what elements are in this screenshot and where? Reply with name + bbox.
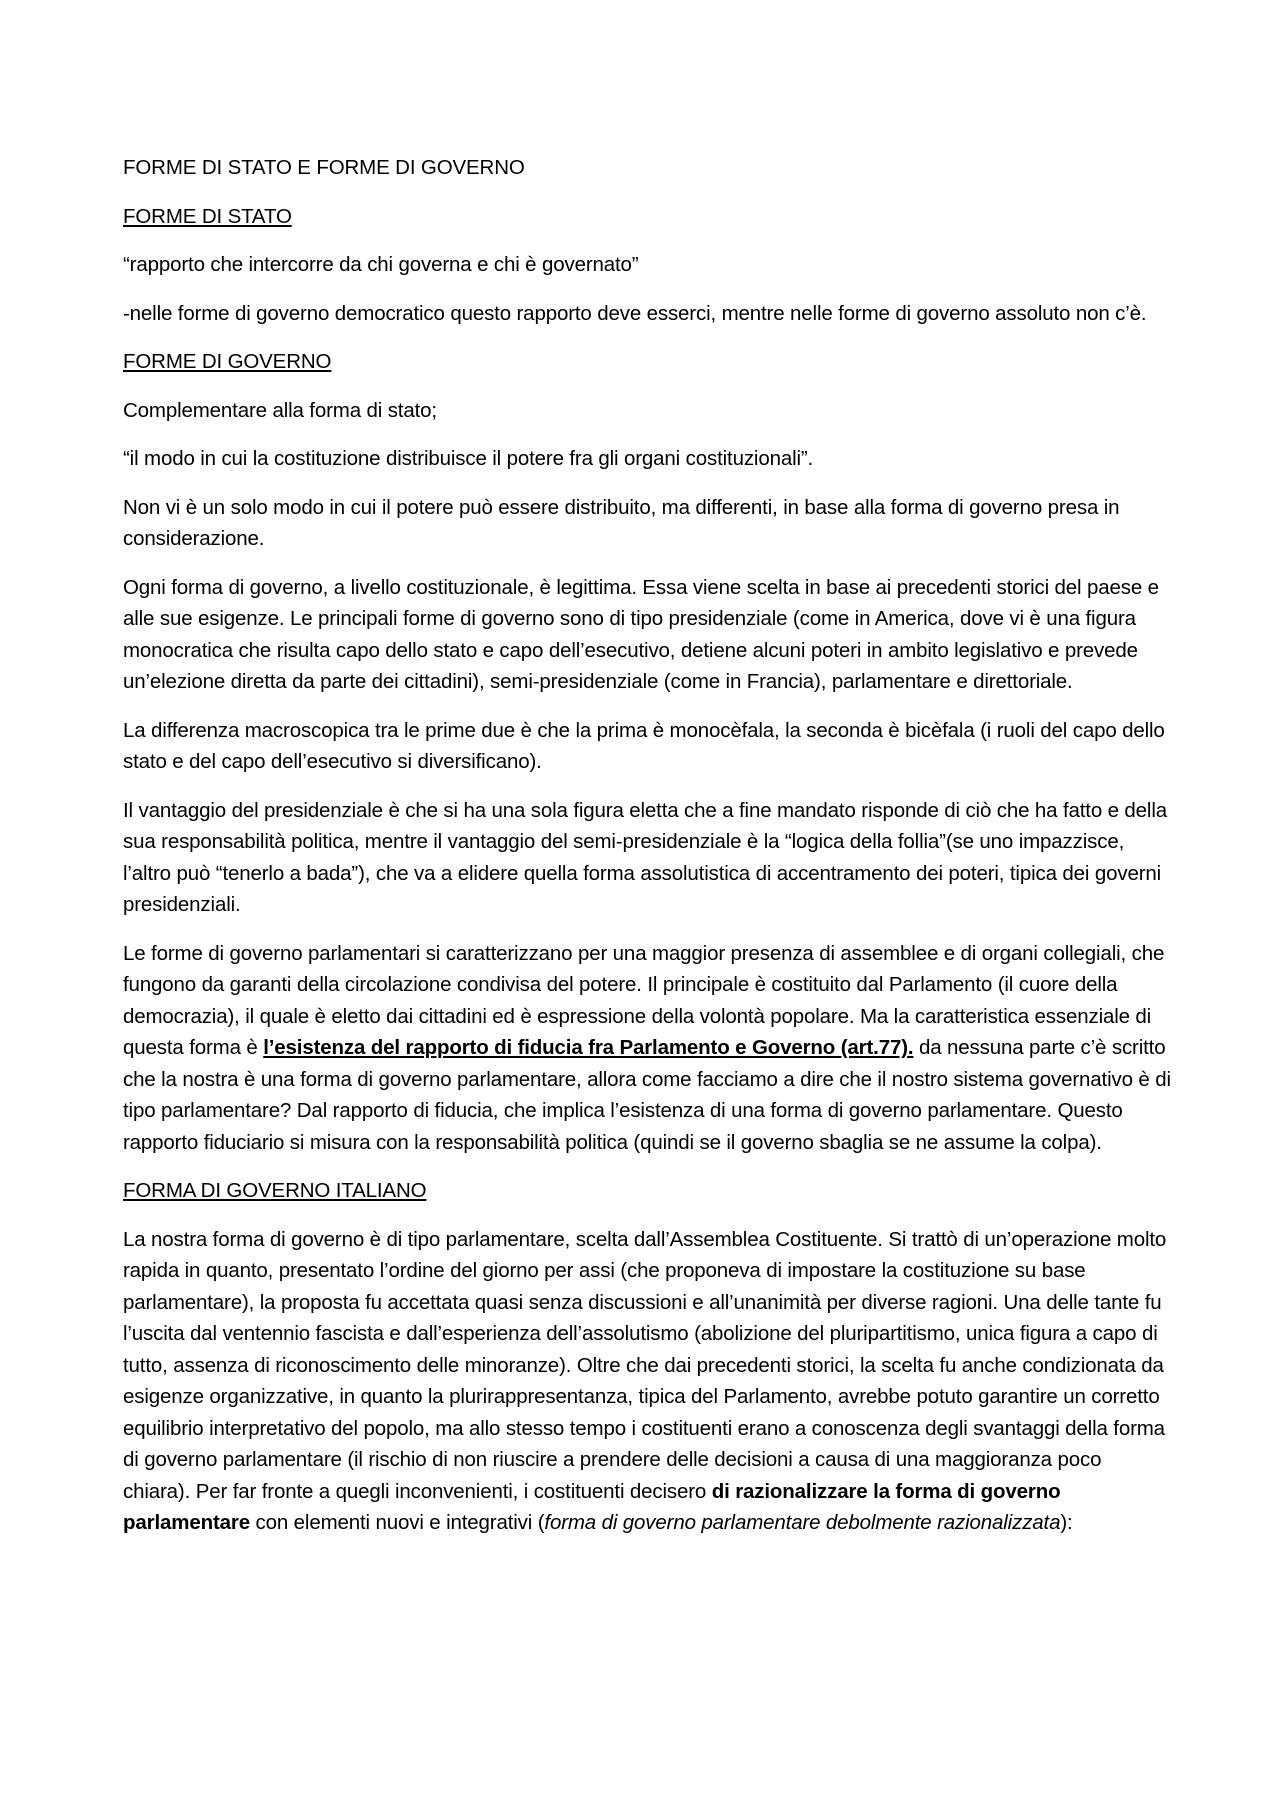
paragraph-parlamentari-text: Le forme di governo parlamentari si caratterizzano per una maggior presenza di assemblee e di organi collegiali, che fungono da garanti della circolazione condivisa del potere. Il principale è costituito dal Parlamento (il cuore della democrazia), il quale è eletto dai cittadini ed è espressione della volontà popolare. Ma la caratteristica essenziale di questa forma è <box>123 941 1165 1059</box>
quote-forme-di-stato: “rapporto che intercorre da chi governa e chi è governato” <box>123 253 639 276</box>
heading-forma-di-governo-italiano: FORMA DI GOVERNO ITALIANO <box>123 1179 427 1202</box>
paragraph-forme-di-stato: -nelle forme di governo democratico questo rapporto deve esserci, mentre nelle forme di governo assoluto non c’è. <box>123 301 1147 325</box>
paragraph-italiano <box>123 1224 1171 1539</box>
document-page <box>123 152 1171 1556</box>
paragraph-complementare: Complementare alla forma di stato; <box>123 398 437 422</box>
paragraph-parlamentari-emphasis: l’esistenza del rapporto di fiducia fra Parlamento e Governo (art.77). <box>263 1036 914 1059</box>
paragraph-italiano-italic: forma di governo parlamentare debolmente razionalizzata <box>544 1511 1061 1534</box>
paragraph-italiano-bold: di razionalizzare la forma di governo parlamentare <box>123 1479 1061 1534</box>
paragraph-parlamentari-continued: da nessuna parte c’è scritto che la nostra è una forma di governo parlamentare, allora come facciamo a dire che il nostro sistema governativo è di tipo parlamentare? Dal rapporto di fiducia, che implica l’esistenza di una forma di governo parlamentare. Questo rapporto fiduciario si misura con la responsabilità politica (quindi se il governo sbaglia se ne assume la colpa). <box>123 1036 1171 1154</box>
quote-forme-di-governo: “il modo in cui la costituzione distribuisce il potere fra gli organi costituzionali”. <box>123 447 814 470</box>
paragraph-italiano-text: La nostra forma di governo è di tipo parlamentare, scelta dall’Assemblea Costituente. Si trattò di un’operazione molto rapida in quanto, presentato l’ordine del giorno per assi (che proponeva di impostare la costituzione su base parlamentare), la proposta fu accettata quasi senza discussioni e all’unanimità per diverse ragioni. Una delle tante fu l’uscita dal ventennio fascista e dall’esperienza dell’assolutismo (abolizione del pluripartitismo, unica figura a capo di tutto, assenza di riconoscimento delle minoranze). Oltre che dai precedenti storici, la scelta fu anche condizionata da esigenze organizzative, in quanto la plurirappresentanza, tipica del Parlamento, avrebbe potuto garantire un corretto equilibrio interpretativo del popolo, ma allo stesso tempo i costituenti erano a conoscenza degli svantaggi della forma di governo parlamentare (il rischio di non riuscire a prendere delle decisioni a causa di una maggioranza poco chiara). Per far fronte a quegli inconvenienti, i costituenti decisero <box>123 1227 1167 1503</box>
paragraph-vantaggio: Il vantaggio del presidenziale è che si ha una sola figura eletta che a fine mandato risponde di ciò che ha fatto e della sua responsabilità politica, mentre il vantaggio del semi-presidenziale è la “logica della follia”(se uno impazzisce, l’altro può “tenerlo a bada”), che va a elidere quella forma assolutistica di accentramento dei poteri, tipica dei governi presidenziali. <box>123 798 1167 916</box>
heading-forme-di-stato: FORME DI STATO <box>123 204 292 228</box>
paragraph-differenza: La differenza macroscopica tra le prime due è che la prima è monocèfala, la seconda è bicèfala (i ruoli del capo dello stato e del capo dell’esecutivo si diversificano). <box>123 718 1165 773</box>
heading-forme-di-governo: FORME DI GOVERNO <box>123 350 332 373</box>
paragraph-non-vi: Non vi è un solo modo in cui il potere può essere distribuito, ma differenti, in base alla forma di governo presa in considerazione. <box>123 495 1120 550</box>
paragraph-italiano-end: ): <box>1060 1511 1073 1534</box>
paragraph-parlamentari <box>123 938 1171 1159</box>
paragraph-ogni-forma: Ogni forma di governo, a livello costituzionale, è legittima. Essa viene scelta in base ai precedenti storici del paese e alle sue esigenze. Le principali forme di governo sono di tipo presidenziale (come in America, dove vi è una figura monocratica che risulta capo dello stato e capo dell’esecutivo, detiene alcuni poteri in ambito legislativo e prevede un’elezione diretta da parte dei cittadini), semi-presidenziale (come in Francia), parlamentare e direttoriale. <box>123 575 1159 693</box>
paragraph-italiano-continued: con elementi nuovi e integrativi ( <box>249 1511 545 1534</box>
document-title: FORME DI STATO E FORME DI GOVERNO <box>123 156 525 179</box>
